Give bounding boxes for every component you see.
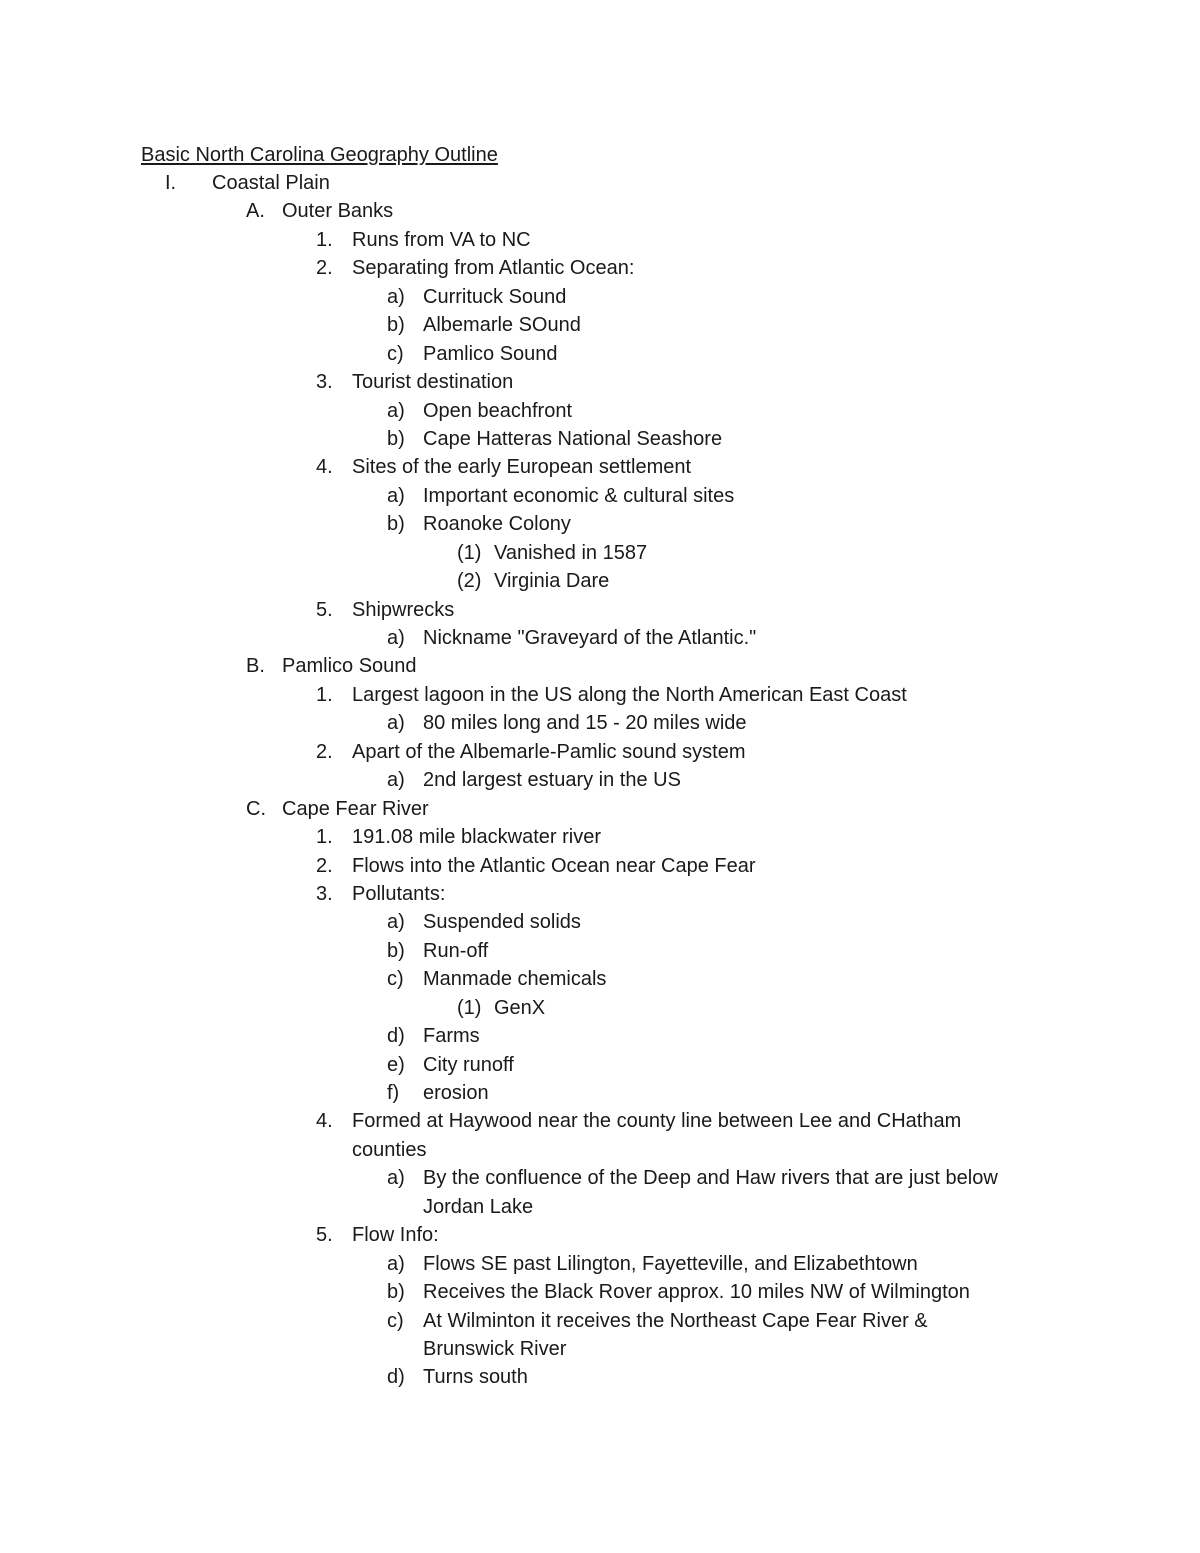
outline-item-marker: b) (387, 427, 405, 450)
outline-item-text: Flow Info: (352, 1224, 439, 1247)
outline-item-text: 191.08 mile blackwater river (352, 826, 601, 849)
outline-item-text: Receives the Black Rover approx. 10 miles NW of Wilmington (423, 1281, 970, 1304)
outline-item-text: Coastal Plain (212, 172, 330, 194)
outline-item-marker: (1) (457, 996, 482, 1019)
outline-item (0, 1079, 1200, 1107)
outline-item (0, 738, 1200, 766)
outline-item (0, 965, 1200, 993)
outline-item-text: By the confluence of the Deep and Haw rivers that are just below (423, 1167, 998, 1190)
outline-item (0, 880, 1200, 908)
outline-item (0, 994, 1200, 1022)
outline-item (0, 681, 1200, 709)
outline-item-text: Pamlico Sound (423, 342, 558, 365)
outline-item-marker: c) (387, 1309, 404, 1332)
outline-item-text: erosion (423, 1082, 489, 1104)
outline-item-marker: a) (387, 911, 405, 934)
outline-item-text: Shipwrecks (352, 598, 455, 621)
outline-item-text: Brunswick River (423, 1337, 567, 1360)
outline-item (0, 624, 1200, 652)
outline-item (0, 482, 1200, 510)
outline-item (0, 1107, 1200, 1135)
outline-item-marker: 1. (316, 826, 333, 849)
outline-item (0, 425, 1200, 453)
outline-item-text: Albemarle SOund (423, 314, 581, 337)
outline-item-marker: 3. (316, 882, 333, 905)
outline-item-text: Formed at Haywood near the county line between Lee and CHatham (352, 1110, 962, 1133)
outline-item-marker: (1) (457, 541, 482, 564)
outline-item-marker: c) (387, 342, 404, 365)
outline-item-text: Jordan Lake (423, 1195, 534, 1218)
outline-item-marker: 2. (316, 740, 333, 763)
outline-item-text: Suspended solids (423, 911, 581, 934)
outline-item (0, 937, 1200, 965)
outline-item-text: Runs from VA to NC (352, 228, 531, 251)
outline-item-text: At Wilminton it receives the Northeast Cape Fear River & (423, 1309, 928, 1332)
outline-item (0, 1136, 1200, 1164)
outline-item-text: Flows SE past Lilington, Fayetteville, and Elizabethtown (423, 1252, 918, 1275)
outline-item-marker: 1. (316, 683, 333, 706)
outline-item (0, 226, 1200, 254)
outline-item-marker: 1. (316, 228, 333, 251)
outline-item-text: Outer Banks (282, 200, 394, 223)
outline-item (0, 254, 1200, 282)
outline-item-marker: a) (387, 769, 405, 792)
outline-item-text: Currituck Sound (423, 285, 567, 308)
outline-item (0, 283, 1200, 311)
outline-item-marker: C. (246, 797, 266, 820)
outline-item-marker: 4. (316, 1110, 333, 1133)
outline-item-marker: d) (387, 1025, 405, 1048)
outline-item-marker: 3. (316, 371, 333, 394)
outline-item-marker: a) (387, 399, 405, 422)
outline-item (0, 1164, 1200, 1192)
outline-item-text: Pamlico Sound (282, 655, 417, 678)
outline-item (0, 368, 1200, 396)
outline-item-marker: 4. (316, 456, 333, 479)
outline-item-marker: A. (246, 200, 265, 223)
outline-item-text: Tourist destination (352, 371, 514, 394)
outline-item (0, 397, 1200, 425)
outline-item (0, 311, 1200, 339)
outline-item (0, 340, 1200, 368)
outline-item-marker: a) (387, 285, 405, 308)
outline-item-marker: 2. (316, 854, 333, 877)
outline-item (0, 510, 1200, 538)
outline-item (0, 652, 1200, 680)
outline-item-marker: d) (387, 1366, 405, 1389)
outline-item-marker: e) (387, 1053, 405, 1076)
outline-item-text: counties (352, 1138, 427, 1161)
outline-item (0, 1193, 1200, 1221)
outline-item-text: Cape Hatteras National Seashore (423, 427, 723, 450)
outline-item-text: 80 miles long and 15 - 20 miles wide (423, 712, 747, 735)
outline-item (0, 1307, 1200, 1335)
outline-item-text: Virginia Dare (494, 570, 610, 593)
outline-item (0, 1278, 1200, 1306)
outline-item-marker: f) (387, 1082, 400, 1104)
outline-item-text: Cape Fear River (282, 797, 429, 820)
outline-item-text: Roanoke Colony (423, 513, 571, 536)
outline-item (0, 823, 1200, 851)
outline-item-marker: c) (387, 968, 404, 991)
outline-item (0, 1051, 1200, 1079)
outline-item (0, 1363, 1200, 1391)
outline-item-text: Farms (423, 1025, 480, 1048)
outline-item-text: Open beachfront (423, 399, 572, 422)
outline-item (0, 709, 1200, 737)
outline-item-text: Important economic & cultural sites (423, 484, 735, 507)
outline-item-marker: a) (387, 484, 405, 507)
outline-item-marker: B. (246, 655, 265, 678)
outline-item (0, 197, 1200, 225)
outline-item-marker: a) (387, 627, 405, 649)
outline-item-text: 2nd largest estuary in the US (423, 769, 681, 792)
outline-item (0, 596, 1200, 624)
outline-item (0, 1250, 1200, 1278)
outline-item-text: Separating from Atlantic Ocean: (352, 257, 635, 280)
outline-list (0, 169, 1200, 1392)
outline-item (0, 1221, 1200, 1249)
outline-item-marker: a) (387, 712, 405, 735)
outline-item (0, 453, 1200, 481)
outline-item (0, 1335, 1200, 1363)
outline-item (0, 567, 1200, 595)
outline-item-marker: 5. (316, 598, 333, 621)
outline-item-text: Sites of the early European settlement (352, 456, 692, 479)
outline-item-marker: b) (387, 314, 405, 337)
outline-item (0, 908, 1200, 936)
outline-item-text: Apart of the Albemarle-Pamlic sound system (352, 740, 746, 763)
outline-item-text: Vanished in 1587 (494, 541, 648, 564)
outline-item-marker: b) (387, 513, 405, 536)
outline-item-marker: (2) (457, 570, 482, 593)
outline-item (0, 795, 1200, 823)
outline-item-text: Flows into the Atlantic Ocean near Cape Fear (352, 854, 756, 877)
outline-item (0, 766, 1200, 794)
outline-item-text: Nickname "Graveyard of the Atlantic." (423, 627, 757, 649)
outline-item-marker: a) (387, 1252, 405, 1275)
outline-item-text: Turns south (423, 1366, 528, 1389)
outline-item-text: City runoff (423, 1053, 514, 1076)
outline-item-text: Largest lagoon in the US along the North American East Coast (352, 683, 907, 706)
outline-item-text: Manmade chemicals (423, 968, 607, 991)
outline-item-marker: I. (165, 172, 177, 194)
outline-item-text: Run-off (423, 939, 489, 962)
outline-item-marker: b) (387, 939, 405, 962)
document-title: Basic North Carolina Geography Outline (141, 144, 498, 166)
outline-item (0, 852, 1200, 880)
outline-item (0, 539, 1200, 567)
outline-item-marker: b) (387, 1281, 405, 1304)
outline-item-text: Pollutants: (352, 882, 446, 905)
outline-item-text: GenX (494, 996, 546, 1019)
outline-item-marker: a) (387, 1167, 405, 1190)
outline-item-marker: 5. (316, 1224, 333, 1247)
outline-item-marker: 2. (316, 257, 333, 280)
outline-item (0, 169, 1200, 197)
outline-item (0, 1022, 1200, 1050)
